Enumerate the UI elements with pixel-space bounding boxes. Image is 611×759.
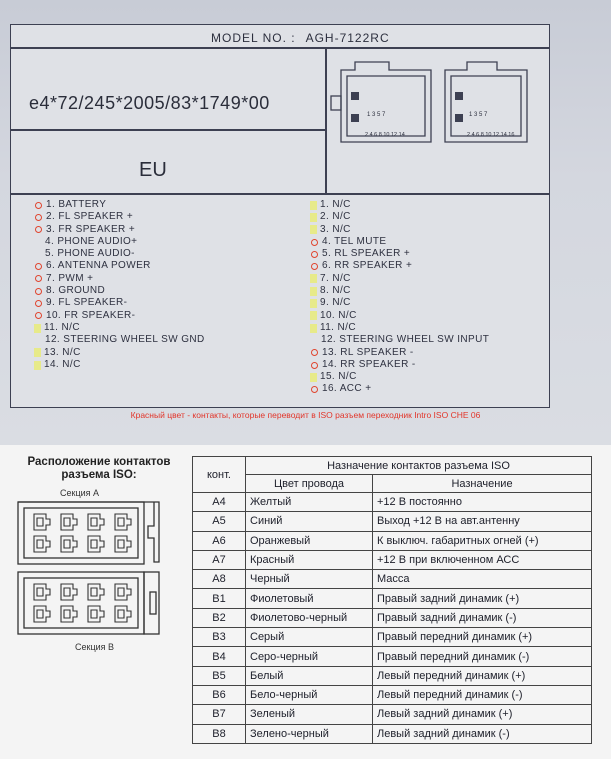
region-label: EU: [139, 159, 167, 181]
wire-color: Бело-черный: [246, 685, 373, 704]
pin-function: Масса: [373, 570, 592, 589]
column-header-wire: Цвет провода: [246, 475, 373, 493]
pin-row: [34, 322, 205, 334]
pin-row: [310, 211, 489, 223]
wire-color: Фиолетово-черный: [246, 608, 373, 627]
connector-right-top-numbers: 1 3 5 7: [469, 112, 488, 118]
pin-label: 1. BATTERY: [46, 199, 107, 210]
column-header-contact: конт.: [193, 457, 246, 493]
yellow-highlight-icon: [34, 324, 41, 333]
column-header-function: Назначение: [373, 475, 592, 493]
pin-label: 16. ACC +: [322, 383, 372, 395]
table-row: [193, 570, 592, 589]
pin-label: 11. N/C: [44, 321, 80, 333]
pin-row: [34, 347, 205, 359]
pin-function: +12 В при включенном АСС: [373, 550, 592, 569]
iso-pin-table: [192, 456, 592, 744]
table-row: [193, 685, 592, 704]
model-number: MODEL NO. : AGH-7122RC: [211, 31, 390, 45]
pin-code: A8: [193, 570, 246, 589]
red-circle-icon: [311, 349, 318, 356]
pin-code: B7: [193, 705, 246, 724]
yellow-highlight-icon: [310, 287, 317, 296]
pin-function: +12 В постоянно: [373, 493, 592, 512]
red-circle-icon: [311, 386, 318, 393]
yellow-highlight-icon: [310, 213, 317, 222]
table-row: [193, 589, 592, 608]
divider: [11, 193, 549, 195]
pin-row: [310, 236, 489, 248]
blank-marker: [34, 336, 42, 344]
iso-pin-shape: [115, 536, 131, 552]
pin-row: [310, 248, 489, 260]
pin-label: 12. STEERING WHEEL SW INPUT: [321, 334, 490, 346]
pin-function: Правый задний динамик (+): [373, 589, 592, 608]
red-circle-icon: [311, 251, 318, 258]
pin-code: A5: [193, 512, 246, 531]
yellow-highlight-icon: [34, 348, 41, 357]
pin-label: 10. N/C: [320, 309, 357, 321]
iso-pin-shape: [61, 536, 77, 552]
iso-pin-shape: [88, 606, 104, 622]
approval-number: e4*72/245*2005/83*1749*00: [29, 93, 270, 113]
pin-label: 5. PHONE AUDIO-: [45, 248, 135, 260]
pin-row: [310, 273, 489, 285]
yellow-highlight-icon: [310, 299, 317, 308]
pin-row: [310, 297, 489, 309]
pin-function: Левый передний динамик (+): [373, 666, 592, 685]
pin-label: 12. STEERING WHEEL SW GND: [45, 334, 205, 346]
connector-left-bottom-numbers: 2 4 6 8 10 12 14: [365, 132, 405, 138]
pin-function: Правый передний динамик (-): [373, 647, 592, 666]
wire-color: Серый: [246, 628, 373, 647]
pin-row: [34, 224, 205, 236]
pin-label: 9. N/C: [320, 297, 351, 309]
pin-row: [34, 297, 205, 309]
yellow-highlight-icon: [310, 201, 317, 210]
pin-code: B1: [193, 589, 246, 608]
pin-row: [34, 236, 205, 248]
yellow-highlight-icon: [310, 225, 317, 234]
wire-color: Фиолетовый: [246, 589, 373, 608]
wire-color: Красный: [246, 550, 373, 569]
pin-label: 7. PWM +: [46, 272, 94, 284]
red-circle-icon: [311, 263, 318, 270]
wire-color: Черный: [246, 570, 373, 589]
pin-function: Правый задний динамик (-): [373, 608, 592, 627]
yellow-highlight-icon: [310, 311, 317, 320]
wire-color: Белый: [246, 666, 373, 685]
pin-label: 11. N/C: [320, 321, 356, 333]
pin-row: [34, 334, 205, 346]
pin-row: [310, 310, 489, 322]
blank-marker: [34, 238, 42, 246]
blank-marker: [34, 250, 42, 258]
table-row: [193, 724, 592, 743]
table-row: [193, 512, 592, 531]
pin-code: A4: [193, 493, 246, 512]
pin-label: 2. FL SPEAKER +: [46, 211, 134, 223]
pin-label: 7. N/C: [320, 272, 351, 284]
pin-row: [310, 322, 489, 334]
pin-function: Левый передний динамик (-): [373, 685, 592, 704]
connector-left-top-numbers: 1 3 5 7: [367, 112, 386, 118]
iso-connector-diagram: [16, 500, 161, 640]
pin-code: B3: [193, 628, 246, 647]
pin-function: Левый задний динамик (-): [373, 724, 592, 743]
red-circle-icon: [35, 226, 42, 233]
table-title: Назначение контактов разъема ISO: [246, 457, 592, 475]
iso-pin-shape: [61, 514, 77, 530]
table-row: [193, 666, 592, 685]
pin-row: [34, 273, 205, 285]
pin-label: 6. RR SPEAKER +: [322, 260, 413, 272]
iso-pin-shape: [34, 606, 50, 622]
iso-pin-shape: [61, 584, 77, 600]
pin-label: 14. RR SPEAKER -: [322, 358, 416, 370]
pin-label: 4. TEL MUTE: [322, 235, 387, 247]
pin-label: 4. PHONE AUDIO+: [45, 235, 138, 247]
right-pin-list: [310, 199, 489, 396]
pin-row: [310, 371, 489, 383]
connector-diagram: [327, 52, 537, 154]
connector-right-bottom-numbers: 2 4 6 8 10 12 14 16: [467, 132, 515, 138]
pin-code: B5: [193, 666, 246, 685]
iso-pin-shape: [34, 536, 50, 552]
pin-code: B2: [193, 608, 246, 627]
wire-color: Синий: [246, 512, 373, 531]
blank-marker: [310, 336, 318, 344]
pin-label: 3. N/C: [320, 223, 351, 235]
table-row: [193, 608, 592, 627]
section-a-label: Секция А: [60, 488, 100, 498]
red-circle-icon: [311, 239, 318, 246]
pin-label: 2. N/C: [320, 211, 351, 223]
wire-color: Зелено-черный: [246, 724, 373, 743]
wire-color: Оранжевый: [246, 531, 373, 550]
red-circle-icon: [35, 288, 42, 295]
table-row: [193, 550, 592, 569]
pin-row: [310, 285, 489, 297]
pin-label: 5. RL SPEAKER +: [322, 248, 411, 260]
red-circle-icon: [35, 263, 42, 270]
red-marker-caption: Красный цвет - контакты, которые переводит в ISO разъем переходник Intro ISO CHE 06: [130, 410, 481, 420]
pin-code: A6: [193, 531, 246, 550]
iso-pin-shape: [88, 514, 104, 530]
pin-row: [34, 260, 205, 272]
left-pin-list: [34, 199, 205, 371]
pin-label: 10. FR SPEAKER-: [46, 309, 136, 321]
pin-row: [310, 199, 489, 211]
red-circle-icon: [35, 312, 42, 319]
pin-row: [34, 359, 205, 371]
iso-pin-shape: [115, 584, 131, 600]
wire-color: Зеленый: [246, 705, 373, 724]
pin-label: 15. N/C: [320, 371, 357, 383]
iso-pin-shape: [34, 514, 50, 530]
red-circle-icon: [35, 202, 42, 209]
pin-row: [34, 310, 205, 322]
pin-label: 8. GROUND: [46, 285, 106, 297]
table-row: [193, 531, 592, 550]
pin-label: 6. ANTENNA POWER: [46, 260, 151, 272]
pin-row: [34, 285, 205, 297]
divider: [11, 47, 549, 49]
table-row: [193, 705, 592, 724]
pin-row: [310, 347, 489, 359]
pin-function: Правый передний динамик (+): [373, 628, 592, 647]
red-circle-icon: [35, 275, 42, 282]
pin-label: 1. N/C: [320, 199, 351, 210]
pin-label: 3. FR SPEAKER +: [46, 223, 136, 235]
yellow-highlight-icon: [34, 361, 41, 370]
table-row: [193, 628, 592, 647]
pin-label: 9. FL SPEAKER-: [46, 297, 128, 309]
red-circle-icon: [35, 214, 42, 221]
pin-row: [34, 248, 205, 260]
yellow-highlight-icon: [310, 324, 317, 333]
pin-code: A7: [193, 550, 246, 569]
pin-label: 13. N/C: [44, 346, 81, 358]
iso-pin-shape: [88, 536, 104, 552]
iso-layout-title: Расположение контактов разъема ISO:: [27, 456, 171, 481]
iso-pin-shape: [115, 606, 131, 622]
pin-row: [310, 359, 489, 371]
wire-color: Желтый: [246, 493, 373, 512]
pin-function: К выключ. габаритных огней (+): [373, 531, 592, 550]
iso-pin-shape: [61, 606, 77, 622]
pin-row: [34, 211, 205, 223]
yellow-highlight-icon: [310, 373, 317, 382]
pin-row: [310, 334, 489, 346]
pin-code: B8: [193, 724, 246, 743]
pin-row: [310, 383, 489, 395]
table-row: [193, 493, 592, 512]
divider: [11, 129, 325, 131]
pin-label: 14. N/C: [44, 358, 81, 370]
pin-code: B6: [193, 685, 246, 704]
pin-code: B4: [193, 647, 246, 666]
pin-function: Выход +12 В на авт.антенну: [373, 512, 592, 531]
iso-pin-shape: [34, 584, 50, 600]
pin-row: [310, 224, 489, 236]
pin-function: Левый задний динамик (+): [373, 705, 592, 724]
iso-pin-shape: [88, 584, 104, 600]
pin-label: 13. RL SPEAKER -: [322, 346, 414, 358]
pin-row: [310, 260, 489, 272]
red-circle-icon: [35, 300, 42, 307]
pin-label: 8. N/C: [320, 285, 351, 297]
red-circle-icon: [311, 362, 318, 369]
iso-pin-shape: [115, 514, 131, 530]
wire-color: Серо-черный: [246, 647, 373, 666]
yellow-highlight-icon: [310, 274, 317, 283]
table-row: [193, 647, 592, 666]
section-b-label: Секция В: [75, 642, 115, 652]
pin-row: [34, 199, 205, 211]
